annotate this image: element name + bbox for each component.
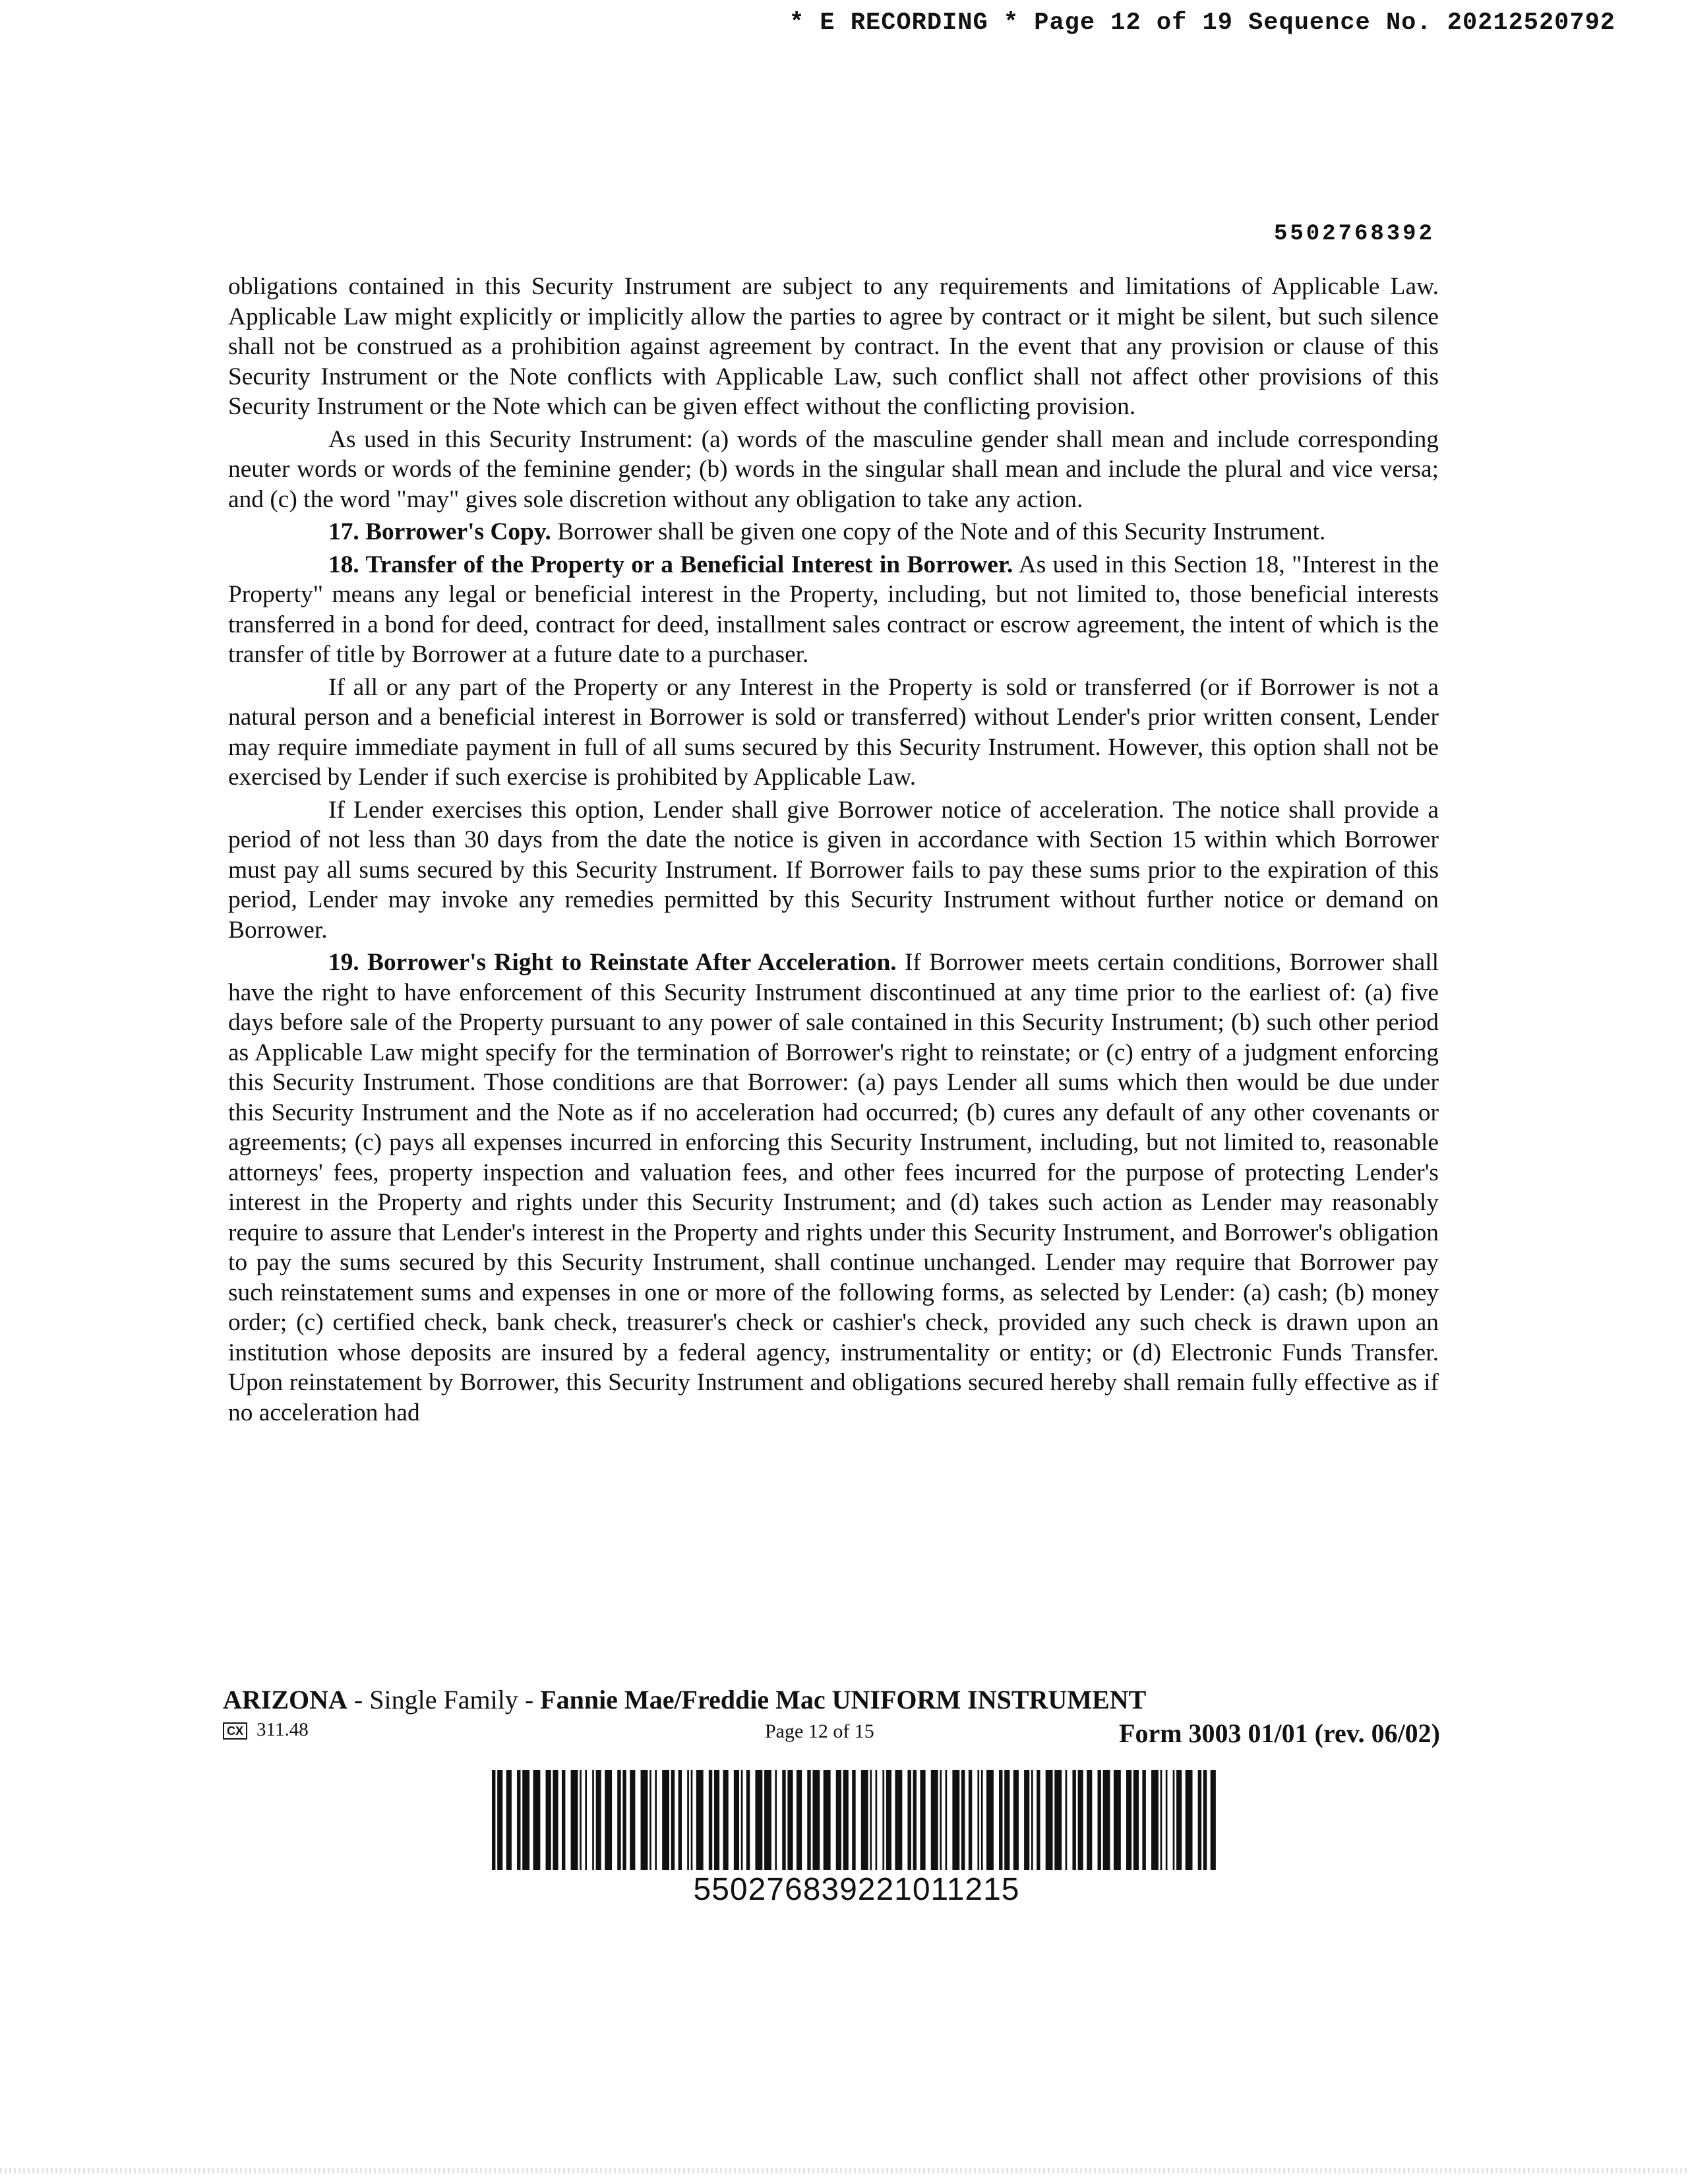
barcode-bar (1078, 1770, 1083, 1870)
barcode-bar (687, 1770, 689, 1870)
barcode-bar (1054, 1770, 1062, 1870)
form-title (223, 1684, 1146, 1715)
section-18 (228, 550, 1439, 670)
form-title-separator: - (518, 1685, 541, 1714)
barcode-bar (1166, 1770, 1168, 1870)
barcode-bar (714, 1770, 719, 1870)
barcode-bar (1098, 1770, 1101, 1870)
barcode-bar (522, 1770, 529, 1870)
barcode-bar (977, 1770, 979, 1870)
barcode-bar (1186, 1770, 1193, 1870)
barcode-bar (986, 1770, 994, 1870)
barcode-bar (876, 1770, 878, 1870)
barcode-bar (981, 1770, 983, 1870)
barcode-bar (734, 1770, 739, 1870)
barcode-bar (596, 1770, 601, 1870)
section-17-title: 17. Borrower's Copy. (328, 518, 551, 545)
barcode-bar (617, 1770, 620, 1870)
paragraph-applicable-law: obligations contained in this Security Instrument are subject to any requirements and limitations of Applicable Law. Applicable Law might explicitly or implicitly allow the parties to agree by contract or it might be silent, but such silence shall not be construed as a prohibition against agreement by contract. In the event that any provision or clause of this Security Instrument or the Note conflicts with Applicable Law, such conflict shall not affect other provisions of this Security Instrument or the Note which can be given effect without the conflicting provision. (228, 273, 1439, 420)
barcode-bar (1151, 1770, 1159, 1870)
barcode-bar (746, 1770, 750, 1870)
barcode-bar (852, 1770, 855, 1870)
barcode-bar (723, 1770, 729, 1870)
barcode-bar (691, 1770, 693, 1870)
section-18-text: As used in this Section 18, "Interest in the Property" means any legal or beneficial interest in the Property, including, but not limited to, those beneficial interests transferred in a bond for deed, contract for deed, installment sales contract or escrow agreement, the intent of which is the transfer of title by Borrower at a future date to a purchaser. (228, 551, 1439, 668)
barcode-bar (709, 1770, 712, 1870)
barcode-bar (913, 1770, 917, 1870)
barcode-bar (1046, 1770, 1053, 1870)
barcode-bar (1203, 1770, 1207, 1870)
barcode-bar (1087, 1770, 1092, 1870)
barcode-bar (562, 1770, 565, 1870)
barcode-bar (553, 1770, 558, 1870)
barcode-bar (764, 1770, 771, 1870)
barcode-bar (999, 1770, 1002, 1870)
barcode-bar (961, 1770, 965, 1870)
section-17 (228, 517, 1439, 547)
barcode-bar (969, 1770, 972, 1870)
page-number: Page 12 of 15 (765, 1720, 874, 1742)
barcode-bar (678, 1770, 682, 1870)
barcode-bar (755, 1770, 762, 1870)
barcode-bar (1176, 1770, 1182, 1870)
barcode-bar (1114, 1770, 1121, 1870)
barcode-bar (585, 1770, 587, 1870)
barcode-bar (836, 1770, 841, 1870)
barcode-bar (605, 1770, 612, 1870)
barcode-bar (533, 1770, 541, 1870)
barcode-bar (592, 1770, 594, 1870)
paragraph-18-sale-transfer: If all or any part of the Property or any Interest in the Property is sold or transferred (or if Borrower is not a natural person and a beneficial interest in Borrower is sold or transferred) without Lender's prior written consent, Lender may require immediate payment in full of all sums secured by this Security Instrument. However, this option shall not be exercised by Lender if such exercise is prohibited by Applicable Law. (228, 673, 1439, 791)
barcode-number: 550276839221011215 (693, 1872, 1020, 1907)
section-19-text: If Borrower meets certain conditions, Borrower shall have the right to have enforcement of this Security Instrument discontinued at any time prior to the earliest of: (a) five days before sale of the Property pursuant to any power of sale contained in this Security Instrument; (b) such other period as Applicable Law might specify for the termination of Borrower's right to reinstate; or (c) entry of a judgment enforcing this Security Instrument. Those conditions are that Borrower: (a) pays Lender all sums which then would be due under this Security Instrument and the Note as if no acceleration had occurred; (b) cures any default of any other covenants or agreements; (c) pays all expenses incurred in enforcing this Security Instrument, including, but not limited to, reasonable attorneys' fees, property inspection and valuation fees, and other fees incurred for the purpose of protecting Lender's interest in the Property and rights under this Security Instrument; and (d) takes such action as Lender may reasonably require to assure that Lender's interest in the Property and rights under this Security Instrument, and Borrower's obligation to pay the sums secured by this Security Instrument, shall continue unchanged. Lender may require that Borrower pay such reinstatement sums and expenses in one or more of the following forms, as selected by Lender: (a) cash; (b) money order; (c) certified check, bank check, treasurer's check or cashier's check, provided any such check is drawn upon an institution whose deposits are insured by a federal agency, instrumentality or entity; or (d) Electronic Funds Transfer. Upon reinstatement by Borrower, this Security Instrument and obligations secured hereby shall remain fully effective as if no acceleration had (228, 949, 1439, 1426)
barcode-bar (546, 1770, 551, 1870)
document-body (228, 272, 1439, 1430)
barcode-bar (1013, 1770, 1019, 1870)
barcode-bar (1024, 1770, 1029, 1870)
barcode-bar (940, 1770, 942, 1870)
barcode-bar (622, 1770, 626, 1870)
barcode-bar (824, 1770, 831, 1870)
form-title-separator: - (347, 1685, 370, 1714)
section-17-text: Borrower shall be given one copy of the Note and of this Security Instrument. (551, 518, 1326, 545)
barcode-bar (1211, 1770, 1216, 1870)
form-instrument: Fannie Mae/Freddie Mac UNIFORM INSTRUMENT (540, 1685, 1147, 1714)
barcode-bar (1126, 1770, 1131, 1870)
barcode-bar (946, 1770, 948, 1870)
section-19-title: 19. Borrower's Right to Reinstate After Acceleration. (328, 949, 897, 976)
barcode-bar (882, 1770, 884, 1870)
barcode-bar (1160, 1770, 1162, 1870)
barcode-bar (870, 1770, 872, 1870)
barcode-bar (492, 1770, 495, 1870)
barcode-bar (630, 1770, 635, 1870)
barcode-bar (1037, 1770, 1040, 1870)
barcode-bar (671, 1770, 675, 1870)
barcode-bar (931, 1770, 938, 1870)
barcode-bar (641, 1770, 648, 1870)
barcode-bar (1103, 1770, 1110, 1870)
barcode-bar (812, 1770, 820, 1870)
barcode-bar (782, 1770, 785, 1870)
barcode-bar (1031, 1770, 1033, 1870)
barcode-bar (807, 1770, 810, 1870)
publisher-logo-icon: CX (223, 1722, 247, 1740)
barcode-bar (1004, 1770, 1010, 1870)
barcode-bar (1133, 1770, 1139, 1870)
section-19 (228, 948, 1439, 1428)
form-state: ARIZONA (223, 1685, 347, 1714)
barcode-bar (775, 1770, 777, 1870)
barcode-bar (696, 1770, 704, 1870)
scan-edge (0, 2168, 1688, 2173)
barcode-bar (1198, 1770, 1201, 1870)
form-code (223, 1719, 309, 1741)
barcode-bar (506, 1770, 512, 1870)
barcode-bar (787, 1770, 793, 1870)
barcode-bar (517, 1770, 520, 1870)
barcode-bar (497, 1770, 502, 1870)
barcode-bar (895, 1770, 902, 1870)
form-code-number: 311.48 (256, 1719, 309, 1740)
barcode-bar (843, 1770, 849, 1870)
footer-row (223, 1718, 1440, 1751)
barcode-icon (492, 1770, 1221, 1870)
barcode-bar (1142, 1770, 1145, 1870)
paragraph-gender-definitions: As used in this Security Instrument: (a) words of the masculine gender shall mean and include corresponding neuter words or words of the feminine gender; (b) words in the singular shall mean and include the plural and vice versa; and (c) the word "may" gives sole discretion without any obligation to take any action. (228, 425, 1439, 513)
barcode-bar (920, 1770, 925, 1870)
loan-number: 5502768392 (1273, 222, 1435, 247)
barcode-bar (649, 1770, 651, 1870)
paragraph-18-acceleration-notice: If Lender exercises this option, Lender shall give Borrower notice of acceleration. The notice shall provide a period of not less than 30 days from the date the notice is given in accordance with Section 15 within which Borrower must pay all sums secured by this Security Instrument. If Borrower fails to pay these sums prior to the expiration of this period, Lender may invoke any remedies permitted by this Security Instrument without further notice or demand on Borrower. (228, 796, 1439, 944)
barcode-bar (655, 1770, 657, 1870)
barcode-bar (952, 1770, 959, 1870)
barcode-bar (580, 1770, 582, 1870)
barcode-bar (741, 1770, 743, 1870)
barcode-bar (1066, 1770, 1068, 1870)
barcode-bar (797, 1770, 802, 1870)
barcode-bar (907, 1770, 911, 1870)
recording-stamp: * E RECORDING * Page 12 of 19 Sequence No. 20212520792 (789, 9, 1615, 37)
form-id: Form 3003 01/01 (rev. 06/02) (1119, 1718, 1440, 1748)
barcode-bar (571, 1770, 578, 1870)
barcode-bar (1173, 1770, 1175, 1870)
barcode-bar (1072, 1770, 1075, 1870)
section-18-title: 18. Transfer of the Property or a Beneficial Interest in Borrower. (328, 551, 1013, 578)
barcode-bar (662, 1770, 669, 1870)
barcode-bar (861, 1770, 868, 1870)
form-family: Single Family (369, 1685, 518, 1714)
barcode-bar (886, 1770, 891, 1870)
